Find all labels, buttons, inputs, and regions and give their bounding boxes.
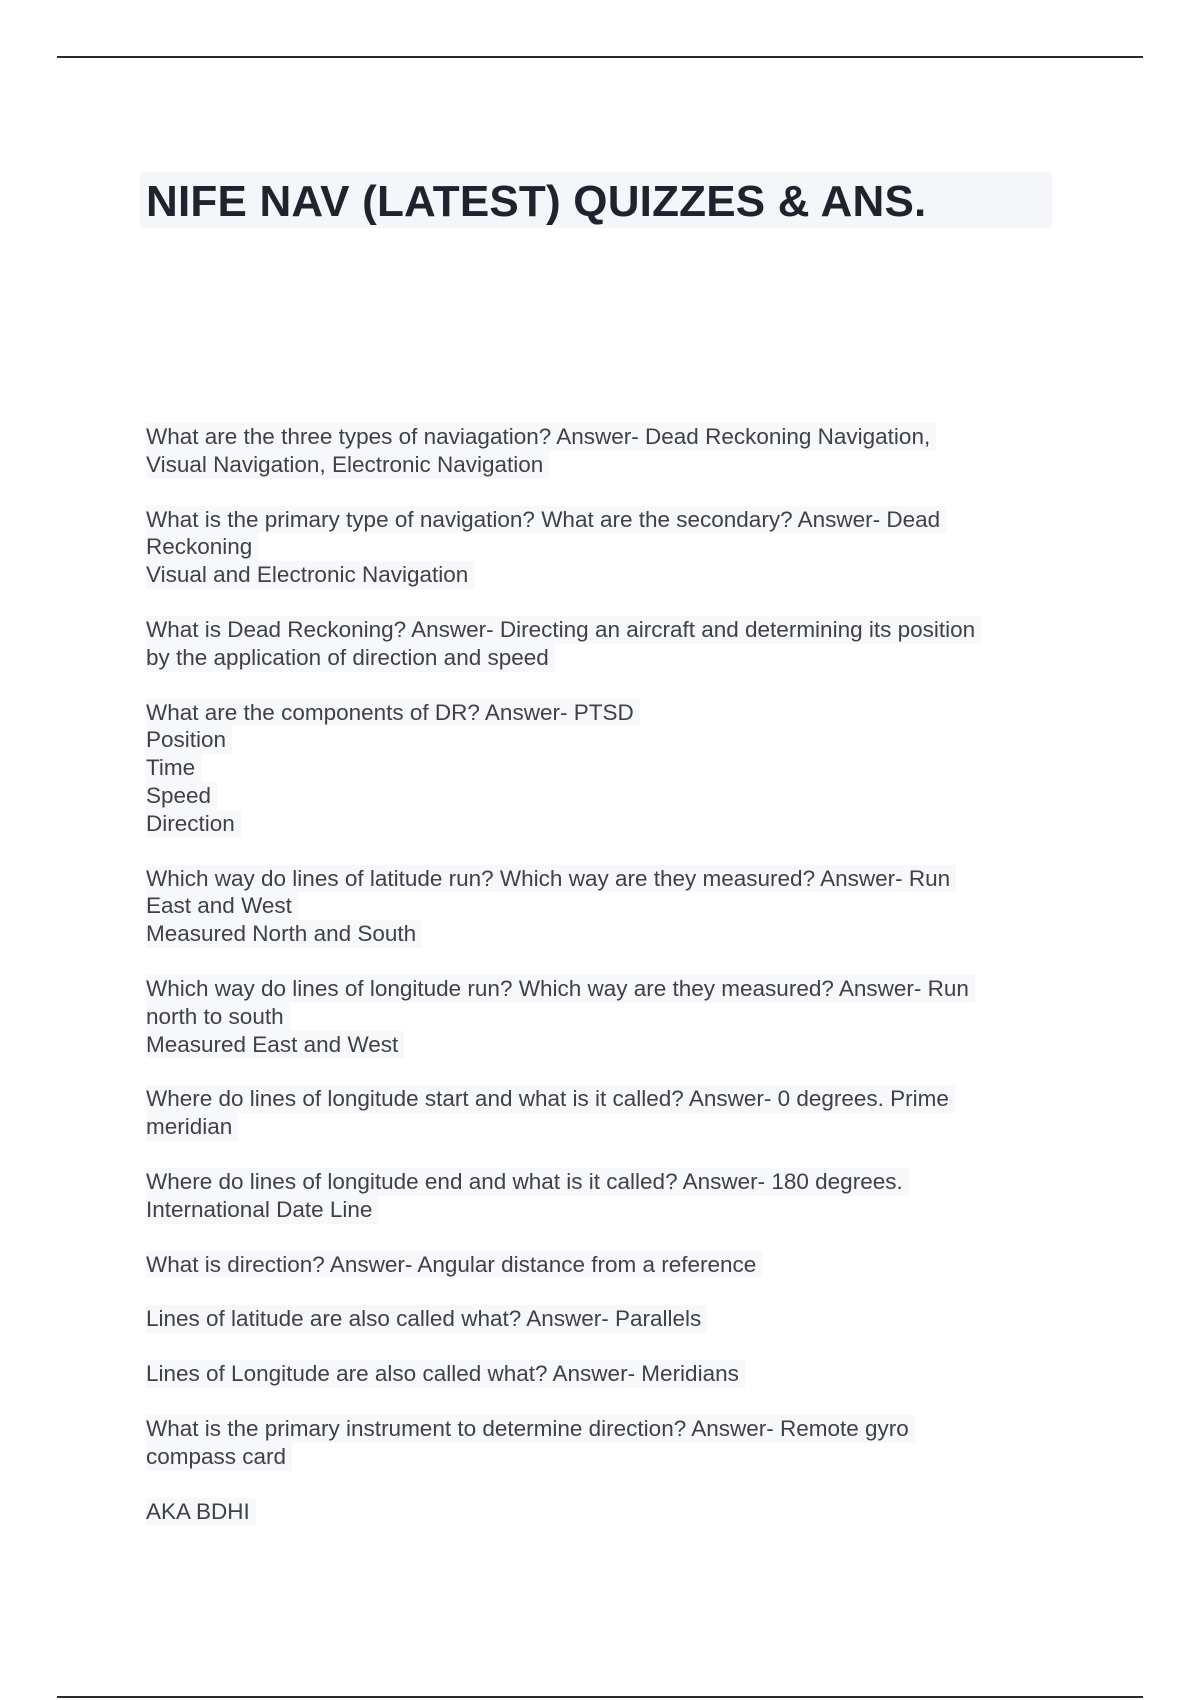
qa-line: Which way do lines of longitude run? Which way are they measured? Answer- Run (146, 975, 975, 1003)
qa-item (146, 506, 1066, 589)
qa-line: Speed (146, 782, 217, 810)
qa-item (146, 1251, 1066, 1279)
qa-line: What is direction? Answer- Angular distance from a reference (146, 1251, 762, 1279)
qa-line: What are the three types of naviagation? Answer- Dead Reckoning Navigation, (146, 423, 936, 451)
qa-line: Lines of latitude are also called what? Answer- Parallels (146, 1305, 707, 1333)
qa-item (146, 1498, 1066, 1526)
qa-line: north to south (146, 1003, 290, 1031)
qa-line: Visual and Electronic Navigation (146, 561, 474, 589)
qa-line: What is the primary type of navigation? What are the secondary? Answer- Dead (146, 506, 946, 534)
qa-line: compass card (146, 1443, 292, 1471)
qa-item (146, 699, 1066, 838)
qa-line: meridian (146, 1113, 238, 1141)
qa-line: by the application of direction and speed (146, 644, 555, 672)
page-title: NIFE NAV (LATEST) QUIZZES & ANS. (146, 177, 927, 226)
qa-line: Measured East and West (146, 1031, 404, 1059)
qa-line: Lines of Longitude are also called what? Answer- Meridians (146, 1360, 745, 1388)
qa-line: Position (146, 726, 232, 754)
qa-item (146, 1360, 1066, 1388)
qa-line: Direction (146, 810, 241, 838)
qa-line: Visual Navigation, Electronic Navigation (146, 451, 549, 479)
qa-line: Measured North and South (146, 920, 422, 948)
qa-list (146, 423, 1066, 1525)
qa-item (146, 865, 1066, 948)
qa-item (146, 616, 1066, 672)
qa-item (146, 1168, 1066, 1224)
qa-line: What is the primary instrument to determine direction? Answer- Remote gyro (146, 1415, 915, 1443)
qa-item (146, 975, 1066, 1058)
qa-item (146, 423, 1066, 479)
qa-line: International Date Line (146, 1196, 378, 1224)
qa-item (146, 1415, 1066, 1471)
qa-line: Where do lines of longitude end and what is it called? Answer- 180 degrees. (146, 1168, 909, 1196)
qa-line: What is Dead Reckoning? Answer- Directing an aircraft and determining its position (146, 616, 981, 644)
qa-item (146, 1305, 1066, 1333)
bottom-divider (57, 1696, 1143, 1698)
qa-line: What are the components of DR? Answer- PTSD (146, 699, 640, 727)
top-divider (57, 56, 1143, 58)
qa-line: Where do lines of longitude start and what is it called? Answer- 0 degrees. Prime (146, 1085, 955, 1113)
qa-line: Reckoning (146, 533, 258, 561)
qa-line: East and West (146, 892, 298, 920)
qa-item (146, 1085, 1066, 1141)
qa-line: AKA BDHI (146, 1498, 256, 1526)
qa-line: Time (146, 754, 201, 782)
qa-line: Which way do lines of latitude run? Which way are they measured? Answer- Run (146, 865, 956, 893)
